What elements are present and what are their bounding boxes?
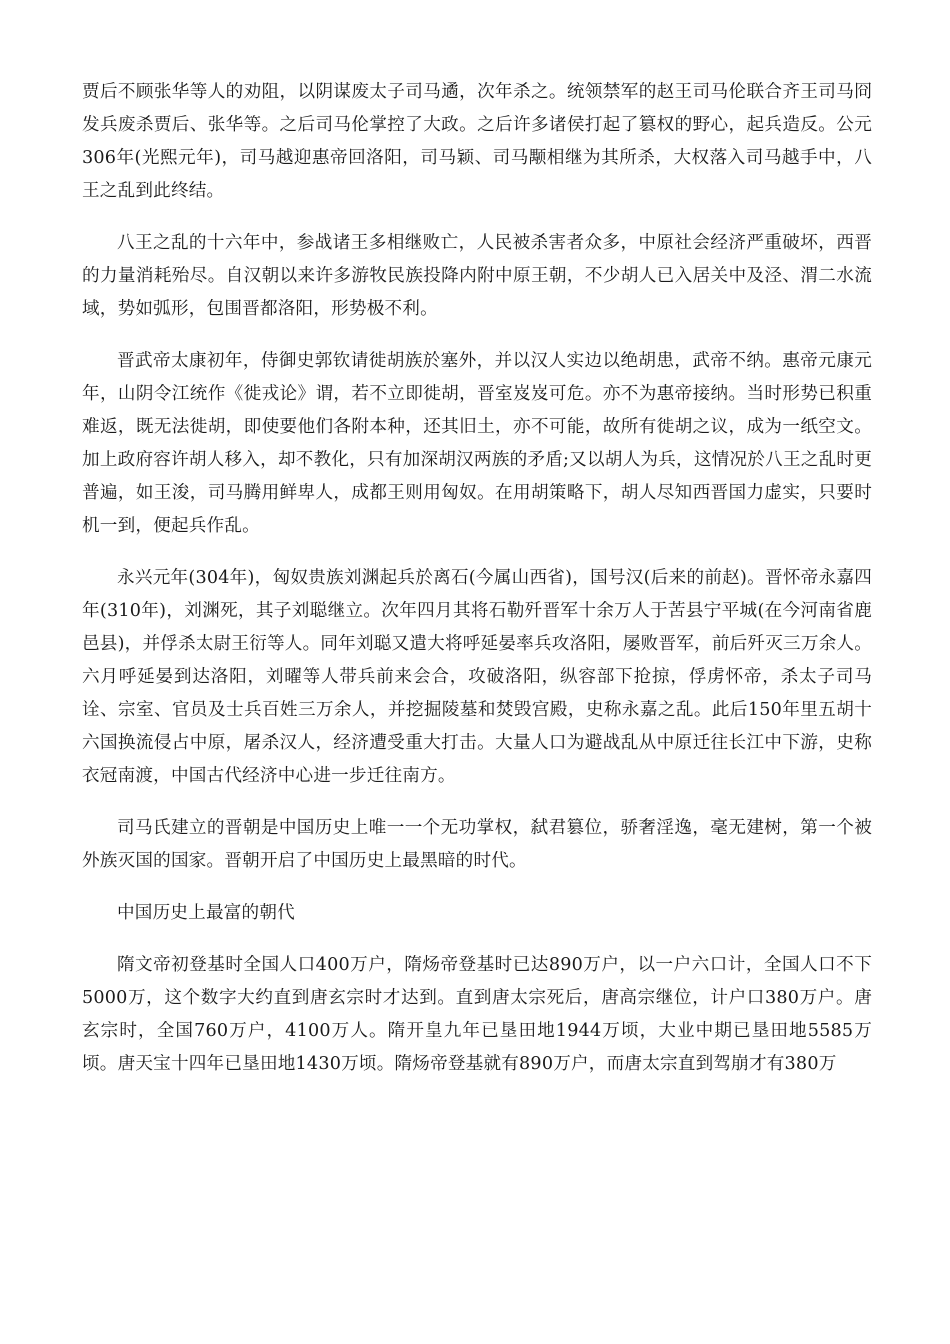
section-heading-richest-dynasty: 中国历史上最富的朝代 [117, 903, 295, 923]
paragraph-yongjia-disaster: 永兴元年(304年)，匈奴贵族刘渊起兵於离石(今属山西省)，国号汉(后来的前赵)。晋怀帝永嘉四年(310年)，刘渊死，其子刘聪继立。次年四月其将石勒歼晋军十余万人于苦县宁平城(在今河南省鹿邑县)，并俘杀太尉王衍等人。同年刘聪又遣大将呼延晏率兵攻洛阳，屡败晋军，前后歼灭三万余人。六月呼延晏到达洛阳，刘曜等人带兵前来会合，攻破洛阳，纵容部下抢掠，俘虏怀帝，杀太子司马诠、宗室、官员及士兵百姓三万余人，并挖掘陵墓和焚毁宫殿，史称永嘉之乱。此后150年里五胡十六国换流侵占中原，屠杀汉人，经济遭受重大打击。大量人口为避战乱从中原迁往长江中下游，史称衣冠南渡，中国古代经济中心进一步迁往南方。 [82, 568, 872, 786]
document-page [82, 76, 872, 1100]
paragraph-sui-population: 隋文帝初登基时全国人口400万户，隋炀帝登基时已达890万户，以一户六口计，全国人口不下5000万，这个数字大约直到唐玄宗时才达到。直到唐太宗死后，唐高宗继位，计户口380万户。唐玄宗时，全国760万户，4100万人。隋开皇九年已垦田地1944万顷，大业中期已垦田地5585万顷。唐天宝十四年已垦田地1430万顷。隋炀帝登基就有890万户，而唐太宗直到驾崩才有380万 [82, 955, 872, 1074]
paragraph-war-aftermath: 八王之乱的十六年中，参战诸王多相继败亡，人民被杀害者众多，中原社会经济严重破坏，西晋的力量消耗殆尽。自汉朝以来许多游牧民族投降内附中原王朝，不少胡人已入居关中及泾、渭二水流域，势如弧形，包围晋都洛阳，形势极不利。 [82, 233, 872, 319]
paragraph-eight-princes-end: 贾后不顾张华等人的劝阻，以阴谋废太子司马遹，次年杀之。统领禁军的赵王司马伦联合齐王司马冏发兵废杀贾后、张华等。之后司马伦掌控了大政。之后许多诸侯打起了篡权的野心，起兵造反。公元306年(光熙元年)，司马越迎惠帝回洛阳，司马颖、司马颙相继为其所杀，大权落入司马越手中，八王之乱到此终结。 [82, 82, 872, 201]
paragraph-relocating-tribes: 晋武帝太康初年，侍御史郭钦请徙胡族於塞外，并以汉人实边以绝胡患，武帝不纳。惠帝元康元年，山阴令江统作《徙戎论》谓，若不立即徙胡，晋室岌岌可危。亦不为惠帝接纳。当时形势已积重难返，既无法徙胡，即使要他们各附本种，还其旧土，亦不可能，故所有徙胡之议，成为一纸空文。加上政府容许胡人移入，却不教化，只有加深胡汉两族的矛盾;又以胡人为兵，这情况於八王之乱时更普遍，如王浚，司马腾用鲜卑人，成都王则用匈奴。在用胡策略下，胡人尽知西晋国力虚实，只要时机一到，便起兵作乱。 [82, 351, 872, 536]
paragraph-jin-dynasty-summary: 司马氏建立的晋朝是中国历史上唯一一个无功掌权，弑君篡位，骄奢淫逸，毫无建树，第一个被外族灭国的国家。晋朝开启了中国历史上最黑暗的时代。 [82, 818, 872, 871]
